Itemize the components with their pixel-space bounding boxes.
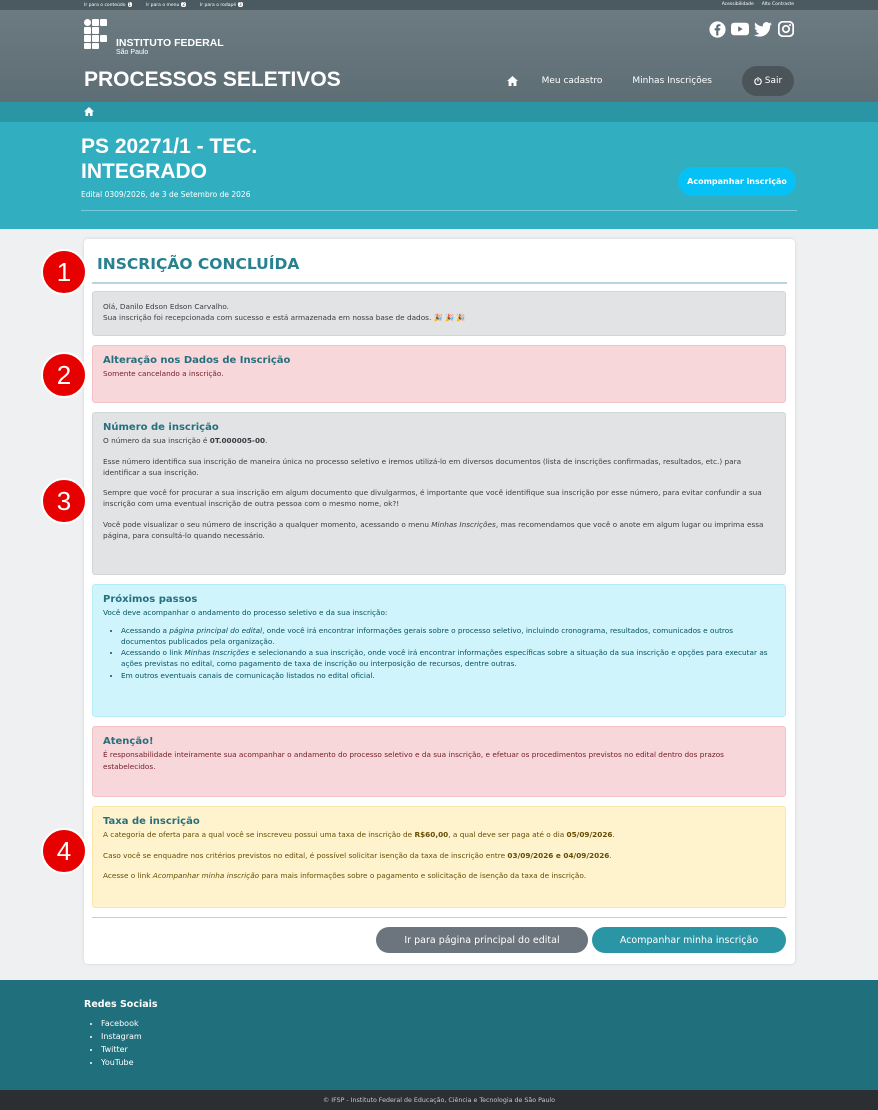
isencao-datas: 03/09/2026 e 04/09/2026: [507, 850, 610, 860]
logo-grid-icon: [84, 19, 114, 49]
taxa-p1: A categoria de oferta para a qual você se inscreveu possui uma taxa de inscrição de R$60,00, a qual deve ser paga até o dia 05/09/2026.: [103, 830, 615, 840]
footer-link-youtube[interactable]: • YouTube: [101, 1056, 142, 1069]
site-title[interactable]: PROCESSOS SELETIVOS: [84, 68, 341, 91]
footer-link-instagram[interactable]: • Instagram: [101, 1030, 142, 1043]
taxa-title: Taxa de inscrição: [103, 816, 200, 827]
marker-1: 1: [41, 249, 87, 295]
numero-p3: Sempre que você for procurar a sua inscrição em algum documento que divulgarmos, é importante que você identifique sua inscrição por esse número, para evitar confundir a sua inscrição com uma eventual inscrição de outra pessoa com o mesmo nome, ok?!: [103, 488, 762, 509]
taxa-valor: R$60,00: [414, 830, 449, 840]
title-divider: [92, 282, 787, 284]
site-header: [0, 10, 878, 102]
marker-3: 3: [41, 478, 87, 524]
atencao-alert: [92, 726, 786, 797]
footer-link-twitter[interactable]: • Twitter: [101, 1043, 142, 1056]
accessibility-link[interactable]: Acessibilidade: [721, 2, 754, 7]
taxa-inscricao-alert: [92, 806, 786, 908]
taxa-p2: Caso você se enquadre nos critérios previstos no edital, é possível solicitar isenção da taxa de inscrição entre 03/09/2026 e 04/09/2026.: [103, 850, 612, 860]
skip-to-footer-link[interactable]: Ir para o rodapé 3: [199, 2, 242, 8]
page-hero: [0, 122, 878, 229]
footer-title: Redes Sociais: [84, 999, 158, 1010]
page-title: PS 20271/1 - TEC. INTEGRADO: [81, 135, 258, 183]
proximos-passos-alert: [92, 584, 786, 717]
main-nav: [498, 66, 794, 96]
pagina-principal-link[interactable]: página principal do edital: [169, 625, 263, 635]
atencao-text: É responsabilidade inteiramente sua acompanhar o andamento do processo seletivo e da sua inscrição, e efetuar os procedimentos previstos no edital dentro dos prazos estabelecidos.: [103, 750, 724, 771]
acompanhar-inscricao-button[interactable]: Acompanhar inscrição: [678, 167, 796, 196]
skip-to-content-link[interactable]: Ir para o conteúdo 1: [84, 2, 132, 8]
ifsp-logo[interactable]: [84, 19, 234, 67]
atencao-title: Atenção!: [103, 736, 154, 747]
header-social-icons: [708, 20, 795, 38]
numero-p1: O número da sua inscrição é 0T.000005-00.: [103, 436, 268, 446]
footer-social-list: [101, 1017, 142, 1069]
high-contrast-link[interactable]: Alto Contraste: [761, 2, 794, 7]
alteracao-alert: [92, 345, 786, 403]
minhas-inscricoes-link[interactable]: Minhas Inscrições: [184, 648, 250, 658]
alteracao-text: Somente cancelando a inscrição.: [103, 369, 224, 379]
list-item: • Acessando a página principal do edital, onde você irá encontrar informações gerais sobre o processo seletivo, incluindo cronograma, resultados, comunicados e outros documentos publicados pela organização.: [121, 625, 775, 648]
footer-link-facebook[interactable]: • Facebook: [101, 1017, 142, 1030]
main-card: [84, 239, 795, 964]
hero-divider: [81, 210, 797, 211]
twitter-icon[interactable]: [754, 20, 772, 38]
facebook-icon[interactable]: [708, 20, 726, 38]
accessibility-bar: [0, 0, 878, 10]
marker-2: 2: [41, 352, 87, 398]
list-item: • Em outros eventuais canais de comunicação listados no edital oficial.: [121, 670, 775, 681]
acompanhar-link[interactable]: Acompanhar minha inscrição: [152, 870, 260, 880]
numero-title: Número de inscrição: [103, 422, 219, 433]
breadcrumb-home-icon[interactable]: [84, 107, 94, 118]
greeting-alert: [92, 291, 786, 336]
edital-page-button[interactable]: Ir para página principal do edital: [376, 927, 588, 953]
section-title: INSCRIÇÃO CONCLUÍDA: [97, 255, 300, 273]
numero-p4: Você pode visualizar o seu número de inscrição a qualquer momento, acessando o menu Minhas Inscrições, mas recomendamos que você o anote em algum lugar ou imprima essa página, para consultá-lo quando necessário.: [103, 519, 764, 541]
alteracao-title: Alteração nos Dados de Inscrição: [103, 355, 291, 366]
skip-to-menu-link[interactable]: Ir para o menu 2: [146, 2, 185, 8]
copyright-text: © IFSP - Instituto Federal de Educação, Ciência e Tecnologia de São Paulo: [322, 1096, 556, 1104]
logo-name: INSTITUTO FEDERAL: [116, 37, 224, 49]
greeting-line1: Olá, Danilo Edson Edson Carvalho.: [103, 302, 230, 311]
youtube-icon[interactable]: [731, 20, 749, 38]
site-footer: [0, 980, 878, 1090]
logout-button[interactable]: [742, 66, 794, 96]
marker-4: 4: [41, 828, 87, 874]
greeting-line2: Sua inscrição foi recepcionada com sucesso e está armazenada em nossa base de dados. 🎉 🎉 🎉: [103, 313, 466, 323]
logo-subtitle: São Paulo: [116, 49, 149, 56]
breadcrumb: [0, 102, 878, 122]
proximos-list: [103, 625, 775, 681]
logout-label: Sair: [764, 76, 783, 86]
actions-divider: [92, 917, 787, 918]
numero-inscricao-alert: [92, 412, 786, 575]
edital-subtitle: Edital 0309/2026, de 3 de Setembro de 2026: [81, 190, 251, 199]
list-item: • Acessando o link Minhas Inscrições e selecionando a sua inscrição, onde você irá encontrar informações específicas sobre a situação da sua inscrição e opções para executar as ações previstas no edital, como pagamento de taxa de inscrição ou interposição de recursos, dentre outras.: [121, 647, 775, 670]
nav-meu-cadastro[interactable]: Meu cadastro: [541, 76, 603, 86]
proximos-title: Próximos passos: [103, 594, 198, 605]
copyright-bar: [0, 1090, 878, 1110]
proximos-intro: Você deve acompanhar o andamento do processo seletivo e da sua inscrição:: [103, 608, 388, 618]
numero-p2: Esse número identifica sua inscrição de maneira única no processo seletivo e iremos utilizá-lo em diversos documentos (lista de inscrições confirmadas, resultados, etc.) para identificar a sua inscrição.: [103, 456, 742, 477]
acompanhar-minha-inscricao-button[interactable]: Acompanhar minha inscrição: [592, 927, 786, 953]
instagram-icon[interactable]: [777, 20, 795, 38]
home-icon[interactable]: [498, 66, 528, 96]
numero-inscricao-value: 0T.000005-00: [209, 436, 266, 446]
nav-minhas-inscricoes[interactable]: Minhas Inscrições: [632, 76, 712, 86]
power-icon: [754, 77, 762, 85]
taxa-data: 05/09/2026: [566, 830, 613, 840]
taxa-p3: Acesse o link Acompanhar minha inscrição para mais informações sobre o pagamento e solicitação de isenção da taxa de inscrição.: [103, 870, 587, 880]
